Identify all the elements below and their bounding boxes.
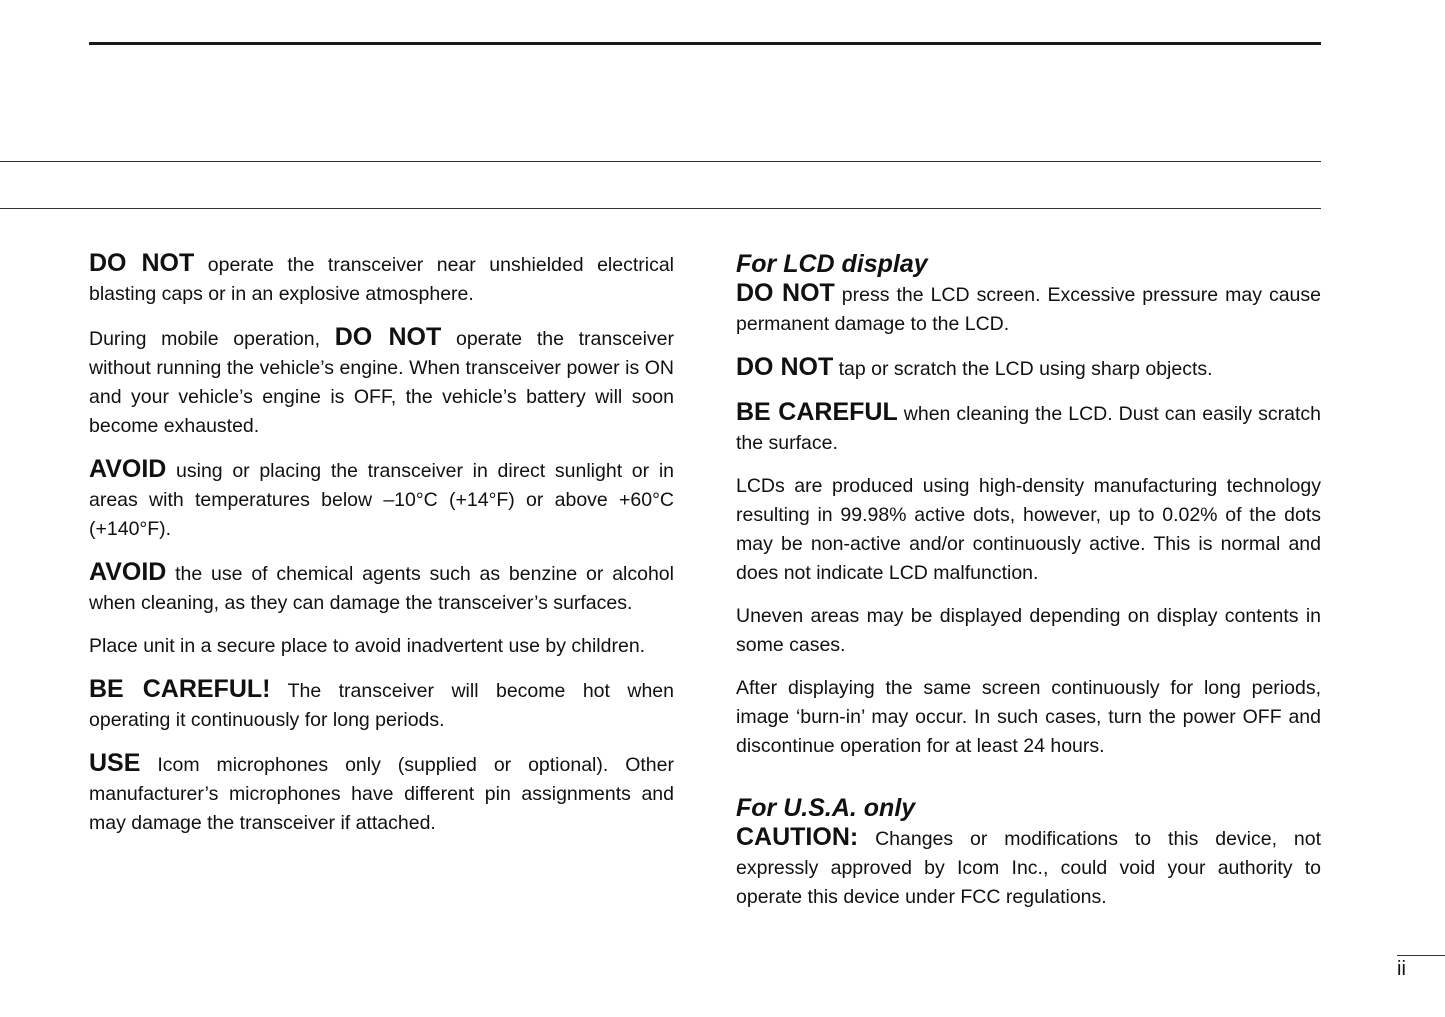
precaution-paragraph: DO NOT operate the transceiver near unshielded electrical blasting caps or in an explosive atmosphere. xyxy=(89,249,675,305)
lcd-paragraph: Uneven areas may be displayed depending on display contents in some cases. xyxy=(736,605,1321,656)
usa-paragraph: CAUTION: Changes or modifications to this device, not expressly approved by Icom Inc., could void your authority to operate this device under FCC regulations. xyxy=(736,823,1321,908)
lcd-paragraph: DO NOT tap or scratch the LCD using sharp objects. xyxy=(736,353,1213,381)
header-rule-upper xyxy=(0,161,1321,162)
lcd-paragraph: DO NOT press the LCD screen. Excessive pressure may cause permanent damage to the LCD. xyxy=(736,279,1322,335)
precaution-paragraph: Place unit in a secure place to avoid inadvertent use by children. xyxy=(89,635,646,657)
lcd-paragraph: BE CAREFUL when cleaning the LCD. Dust can easily scratch the surface. xyxy=(736,398,1322,454)
keyword: BE CAREFUL! xyxy=(89,675,271,703)
usa-section-heading: For U.S.A. only xyxy=(736,794,916,822)
keyword: DO NOT xyxy=(334,323,442,351)
keyword: USE xyxy=(89,749,141,777)
lcd-section-heading: For LCD display xyxy=(736,250,928,278)
page-number-rule xyxy=(1397,955,1445,956)
keyword: CAUTION: xyxy=(736,823,859,851)
header-rule-thick xyxy=(89,42,1321,45)
header-rule-lower xyxy=(0,208,1321,209)
keyword: DO NOT xyxy=(89,249,195,277)
precaution-paragraph: USE Icom microphones only (supplied or optional). Other manufacturer’s microphones have different pin assignments and may damage the transceiver if attached. xyxy=(89,749,674,834)
left-column xyxy=(89,249,674,852)
right-column xyxy=(736,249,1321,926)
page-number: ii xyxy=(1397,958,1406,980)
keyword: DO NOT xyxy=(736,353,834,381)
keyword: BE CAREFUL xyxy=(736,398,898,426)
precaution-paragraph: AVOID the use of chemical agents such as benzine or alcohol when cleaning, as they can damage the transceiver’s surfaces. xyxy=(89,558,674,614)
keyword: AVOID xyxy=(89,455,167,483)
section-spacer xyxy=(736,775,1321,793)
lcd-paragraph: LCDs are produced using high-density manufacturing technology resulting in 99.98% active dots, however, up to 0.02% of the dots may be non-active and/or continuously active. This is normal and does not indicate LCD malfunction. xyxy=(736,475,1321,584)
lcd-paragraph: After displaying the same screen continuously for long periods, image ‘burn-in’ may occur. In such cases, turn the power OFF and discontinue operation for at least 24 hours. xyxy=(736,677,1321,757)
keyword: DO NOT xyxy=(736,279,835,307)
precaution-paragraph: During mobile operation, DO NOT operate the transceiver without running the vehicle’s engine. When transceiver power is ON and your vehicle’s engine is OFF, the vehicle’s battery will soon become exhausted. xyxy=(89,323,675,437)
precaution-paragraph: BE CAREFUL! The transceiver will become hot when operating it continuously for long periods. xyxy=(89,675,674,731)
precaution-paragraph: AVOID using or placing the transceiver in direct sunlight or in areas with temperatures below –10°C (+14°F) or above +60°C (+140°F). xyxy=(89,455,674,540)
keyword: AVOID xyxy=(89,558,167,586)
